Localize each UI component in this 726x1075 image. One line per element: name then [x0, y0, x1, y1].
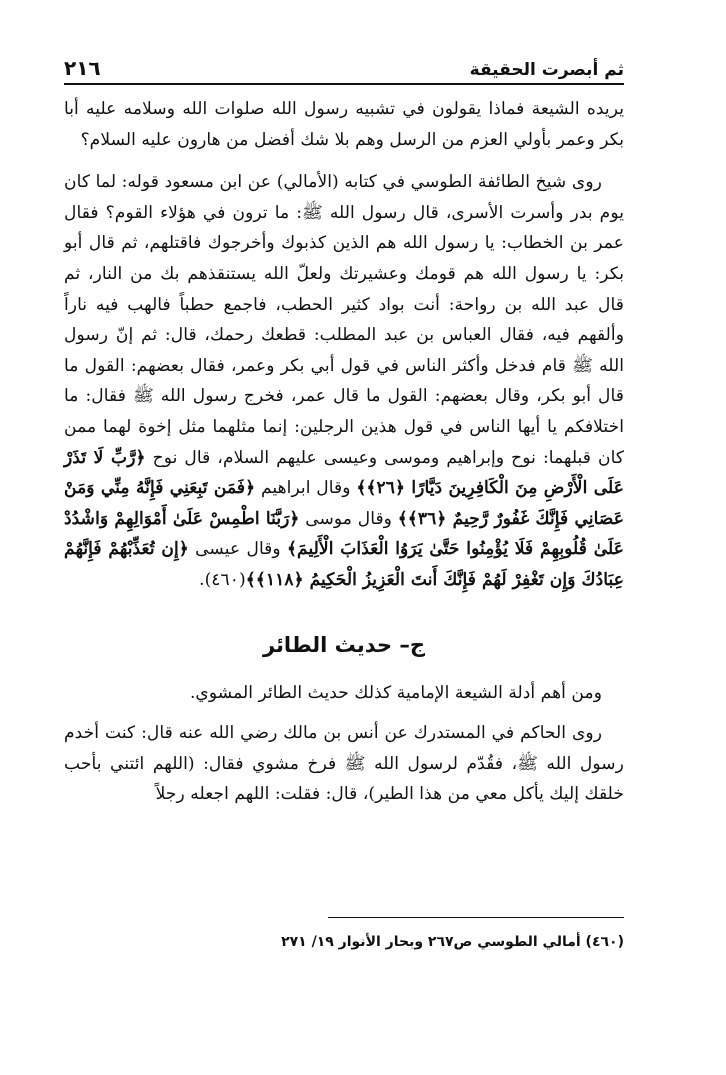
paragraph-1: يريده الشيعة فماذا يقولون في تشبيه رسول الله صلوات الله وسلامه عليه أبا بكر وعمر بأولي العزم من الرسل وهم بلا شك أفضل من هارون عليه السلام؟: [64, 99, 624, 150]
paragraph-2-prose: روى شيخ الطائفة الطوسي في كتابه (الأمالي) عن ابن مسعود قوله: لما كان يوم بدر وأسرت الأسرى، قال رسول الله ﷺ: ما ترون في هؤلاء القوم؟ فقال عمر بن الخطاب: يا رسول الله هم الذين كذبوك وأخرجوك فاقتلهم، ثم قال أبو بكر: يا رسول الله هم قومك وعشيرتك ولعلّ الله يستنقذهم بك من النار، ثم قال عبد الله بن رواحة: أنت بواد كثير الحطب، فاجمع حطباً فالهب فيه ناراً وألقهم فيه، فقال العباس بن عبد المطلب: قطعك رحمك، قال: ثم إنّ رسول الله ﷺ قام فدخل وأكثر الناس في قول أبي بكر وعمر، فقال بعضهم: القول ما قال أبو بكر، وقال بعضهم: القول ما قال عمر، فخرج رسول الله ﷺ فقال: ما اختلافكم يا أيها الناس في قول هذين الرجلين: إنما مثلهما مثل إخوة لهما ممن كان قبلهما: نوح وإبراهيم وموسى وعيسى عليهم السلام، قال نوح: [64, 172, 625, 468]
intro-ibrahim: وقال ابراهيم: [260, 478, 351, 499]
section-heading: ج– حديث الطائر: [262, 632, 425, 657]
page-number: ٢١٦: [64, 56, 101, 80]
book-title: ثم أبصرت الحقيقة: [469, 60, 624, 80]
quran-verse-noah: ﴿رَّبِّ لَا تَذَرْ عَلَى الْأَرْضِ مِنَ الْكَافِرِينَ دَيَّارًا ﴿٢٦﴾﴾: [64, 447, 624, 499]
book-page: [64, 50, 624, 810]
paragraph-3: ومن أهم أدلة الشيعة الإمامية كذلك حديث الطائر المشوي.: [189, 682, 602, 703]
footnote-divider: [328, 917, 624, 918]
page-header: [64, 50, 624, 85]
footnote-reference: (٤٦٠).: [199, 569, 246, 590]
quran-verse-musa: ﴿رَبَّنَا اطْمِسْ عَلَىٰ أَمْوَالِهِمْ وَاشْدُدْ عَلَىٰ قُلُوبِهِمْ فَلَا يُؤْمِنُوا حَتَّىٰ يَرَوُا الْعَذَابَ الْأَلِيمَ﴾: [64, 508, 624, 560]
paragraph-4: روى الحاكم في المستدرك عن أنس بن مالك رضي الله عنه قال: كنت أخدم رسول الله ﷺ، فقُدّم لرسول الله ﷺ فرخ مشوي فقال: (اللهم ائتني بأحب خلقك إليك يأكل معي من هذا الطير)، قال: فقلت: اللهم اجعله رجلاً: [64, 723, 624, 805]
paragraph-2: [64, 167, 624, 595]
footnote: (٤٦٠) أمالي الطوسي ص٢٦٧ وبحار الأنوار ١٩/ ٢٧١: [281, 934, 624, 950]
intro-isa: وقال عيسى: [195, 539, 281, 560]
quran-verse-isa: ﴿إِن تُعَذِّبْهُمْ فَإِنَّهُمْ عِبَادُكَ وَإِن تَغْفِرْ لَهُمْ فَإِنَّكَ أَنتَ الْعَزِيزُ الْحَكِيمُ ﴿١١٨﴾﴾: [64, 539, 624, 590]
intro-musa: وقال موسى: [305, 508, 392, 529]
quran-verse-ibrahim: ﴿فَمَن تَبِعَنِي فَإِنَّهُ مِنِّي وَمَنْ عَصَانِي فَإِنَّكَ غَفُورٌ رَّحِيمٌ ﴿٣٦﴾﴾: [64, 478, 624, 529]
